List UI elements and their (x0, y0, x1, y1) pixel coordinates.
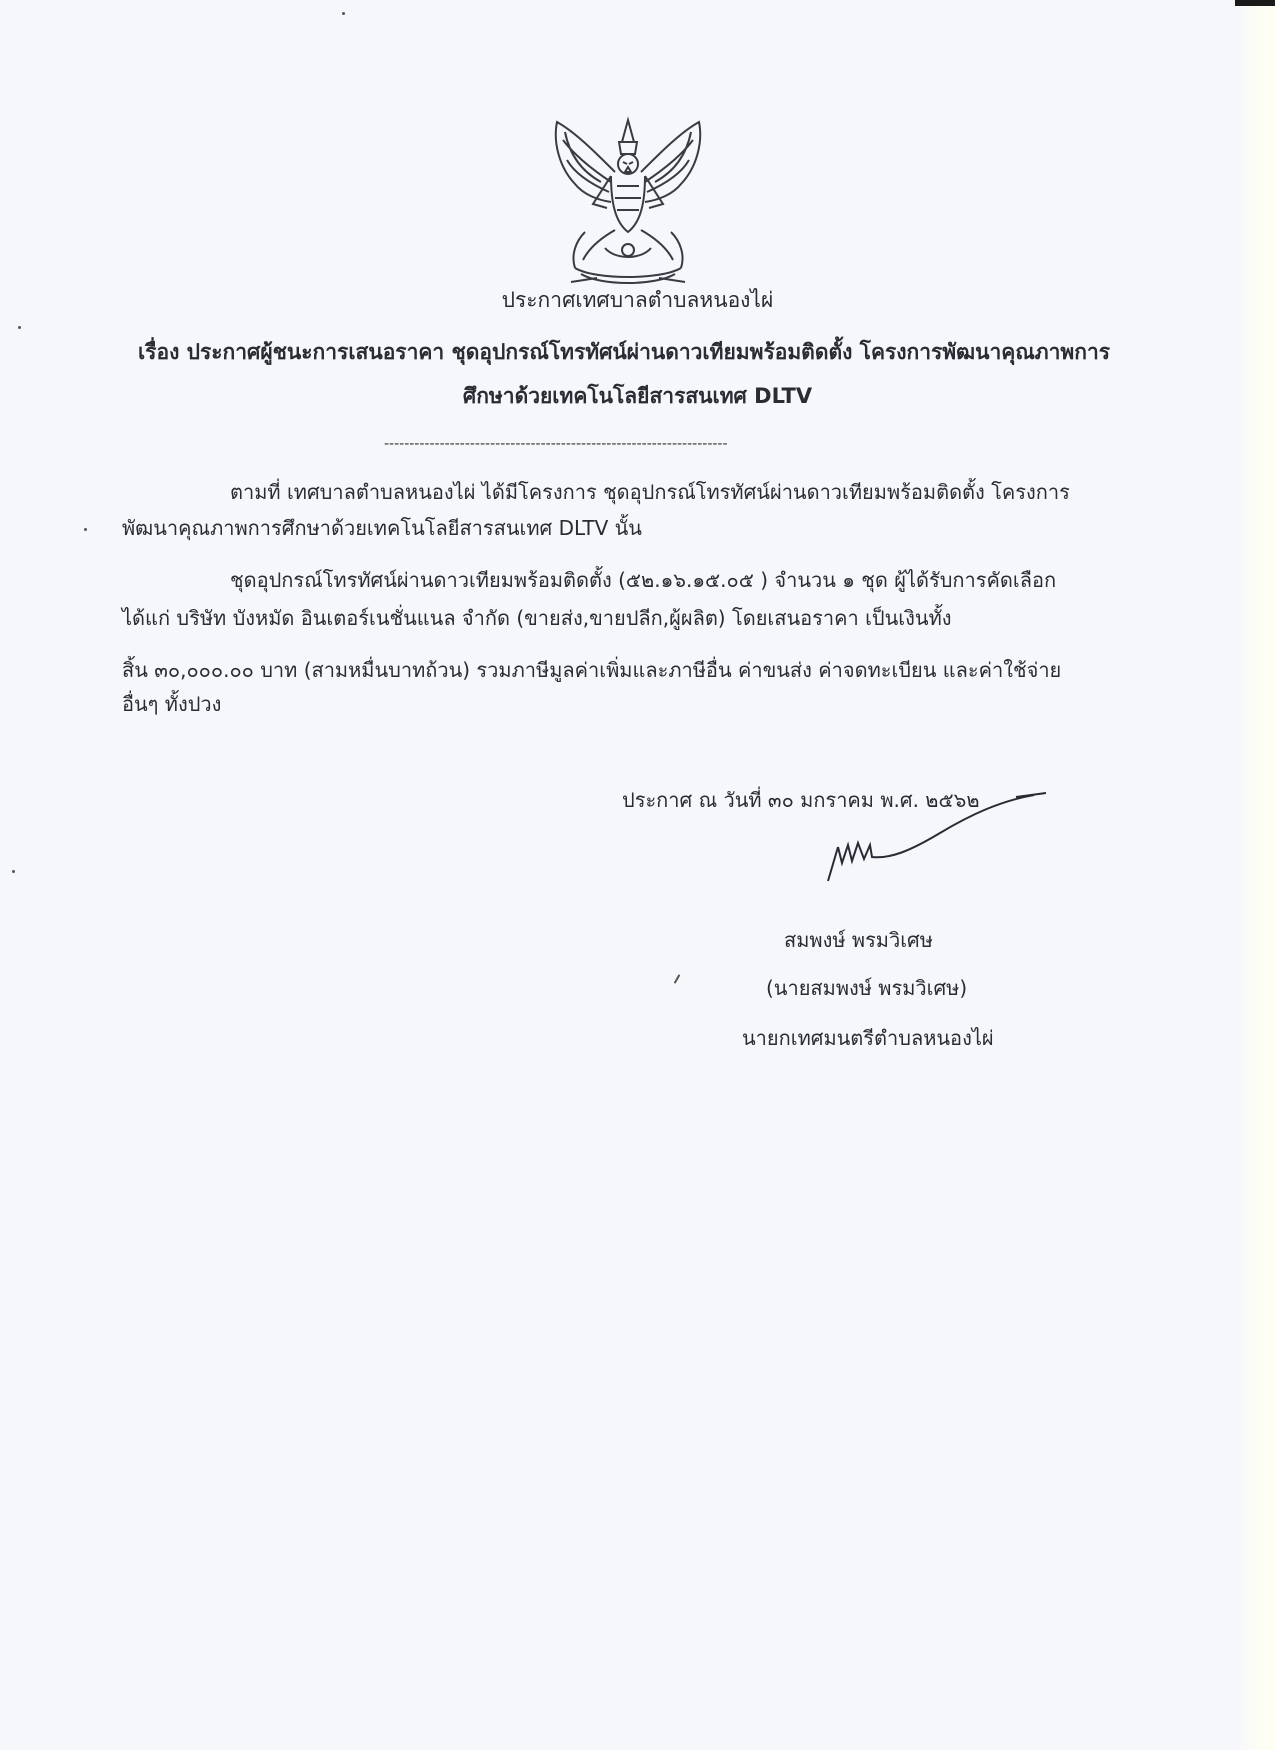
scan-speck (342, 12, 345, 15)
paragraph-2-line-3: สิ้น ๓๐,๐๐๐.๐๐ บาท (สามหมื่นบาทถ้วน) รวมภาษีมูลค่าเพิ่มและภาษีอื่น ค่าขนส่ง ค่าจดทะเบียน และค่าใช้จ่าย (122, 658, 1062, 682)
signer-position: นายกเทศมนตรีตำบลหนองไผ่ (742, 1026, 994, 1050)
scan-speck (674, 974, 681, 984)
signer-full-name: (นายสมพงษ์ พรมวิเศษ) (766, 976, 968, 1000)
scan-speck (18, 326, 21, 329)
handwritten-signature (820, 785, 1050, 885)
signer-name: สมพงษ์ พรมวิเศษ (784, 928, 933, 952)
garuda-emblem-icon (545, 112, 711, 290)
paragraph-2-line-2: ได้แก่ บริษัท บังหมัด อินเตอร์เนชั่นแนล จำกัด (ขายส่ง,ขายปลีก,ผู้ผลิต) โดยเสนอราคา เป็นเงินทั้ง (122, 606, 952, 630)
subject-line-1: เรื่อง ประกาศผู้ชนะการเสนอราคา ชุดอุปกรณ์โทรทัศน์ผ่านดาวเทียมพร้อมติดตั้ง โครงการพัฒนาคุณภาพการ (138, 340, 1111, 364)
subject-line-2: ศึกษาด้วยเทคโนโลยีสารสนเทศ DLTV (462, 384, 813, 408)
scan-corner (1235, 0, 1275, 6)
separator-line: -------------------------------------------------------------------- (384, 436, 728, 452)
scan-speck (12, 870, 15, 873)
paragraph-2-line-1: ชุดอุปกรณ์โทรทัศน์ผ่านดาวเทียมพร้อมติดตั้ง (๕๒.๑๖.๑๕.๐๕ ) จำนวน ๑ ชุด ผู้ได้รับการคัดเลือก (230, 568, 1057, 592)
paragraph-1-line-1: ตามที่ เทศบาลตำบลหนองไผ่ ได้มีโครงการ ชุดอุปกรณ์โทรทัศน์ผ่านดาวเทียมพร้อมติดตั้ง โครงการ (230, 480, 1070, 504)
scan-speck (84, 528, 87, 531)
paragraph-1-line-2: พัฒนาคุณภาพการศึกษาด้วยเทคโนโลยีสารสนเทศ DLTV นั้น (122, 516, 642, 540)
announcement-title: ประกาศเทศบาลตำบลหนองไผ่ (501, 288, 774, 312)
announcement-date: ประกาศ ณ วันที่ ๓๐ มกราคม พ.ศ. ๒๕๖๒ (622, 788, 980, 812)
paragraph-2-line-4: อื่นๆ ทั้งปวง (122, 692, 222, 716)
paper-edge (1237, 0, 1275, 1750)
